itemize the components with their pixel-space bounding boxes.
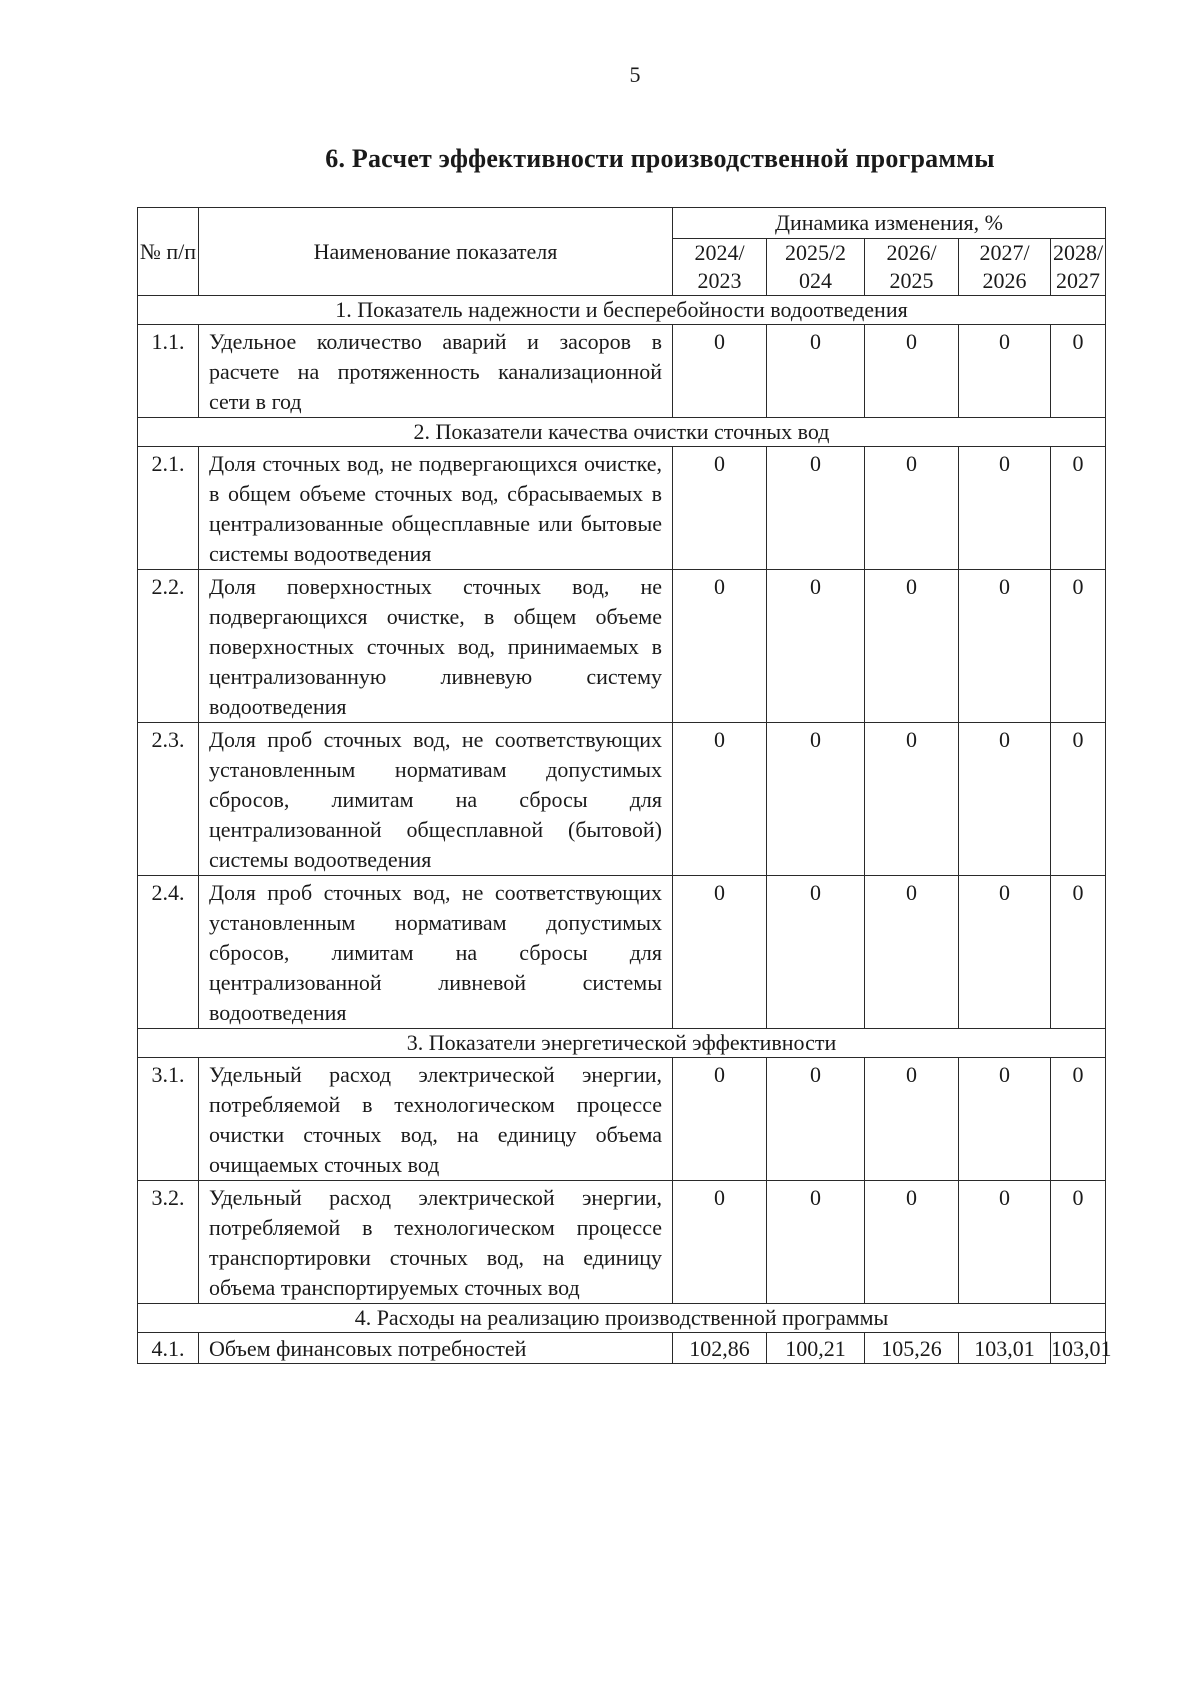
row-value: 0 xyxy=(767,570,865,723)
row-value: 0 xyxy=(673,1181,767,1304)
row-indicator-name: Удельный расход электрической энергии, потребляемой в технологическом процессе транспортировки сточных вод, на единицу объема транспортируемых сточных вод xyxy=(199,1181,673,1304)
row-value: 0 xyxy=(1051,325,1106,418)
row-value: 0 xyxy=(865,325,959,418)
header-year-1: 2025/2 024 xyxy=(767,239,865,296)
section-row xyxy=(138,418,1106,447)
row-indicator-name: Объем финансовых потребностей xyxy=(199,1333,673,1364)
row-value: 0 xyxy=(673,1058,767,1181)
header-year-2: 2026/ 2025 xyxy=(865,239,959,296)
row-value: 0 xyxy=(673,723,767,876)
header-dynamics: Динамика изменения, % xyxy=(673,208,1106,239)
row-value: 0 xyxy=(767,1181,865,1304)
row-value: 0 xyxy=(767,1058,865,1181)
row-value: 0 xyxy=(959,1058,1051,1181)
row-value: 0 xyxy=(767,447,865,570)
row-number: 2.4. xyxy=(138,876,199,1029)
row-indicator-name: Доля поверхностных сточных вод, не подвергающихся очистке, в общем объеме поверхностных сточных вод, принимаемых в централизованную ливневую систему водоотведения xyxy=(199,570,673,723)
row-value: 0 xyxy=(767,325,865,418)
section-row xyxy=(138,1304,1106,1333)
row-value: 0 xyxy=(865,1181,959,1304)
header-year-0: 2024/ 2023 xyxy=(673,239,767,296)
row-value: 0 xyxy=(865,723,959,876)
row-value: 0 xyxy=(959,447,1051,570)
row-value: 0 xyxy=(1051,570,1106,723)
row-value: 102,86 xyxy=(673,1333,767,1364)
row-value: 0 xyxy=(865,447,959,570)
row-value: 0 xyxy=(959,1181,1051,1304)
row-value: 0 xyxy=(865,1058,959,1181)
row-value: 0 xyxy=(767,723,865,876)
section-title: 2. Показатели качества очистки сточных вод xyxy=(138,418,1106,447)
table-row xyxy=(138,876,1106,1029)
row-number: 2.1. xyxy=(138,447,199,570)
row-number: 1.1. xyxy=(138,325,199,418)
row-value: 100,21 xyxy=(767,1333,865,1364)
efficiency-table xyxy=(137,207,1112,1364)
row-value: 0 xyxy=(1051,723,1106,876)
row-value: 0 xyxy=(959,876,1051,1029)
row-value: 0 xyxy=(1051,876,1106,1029)
row-value: 103,01 xyxy=(1051,1333,1106,1364)
row-value: 0 xyxy=(959,723,1051,876)
page-number: 5 xyxy=(629,62,641,87)
row-value: 0 xyxy=(673,325,767,418)
section-title: 4. Расходы на реализацию производственной программы xyxy=(138,1304,1106,1333)
row-value: 0 xyxy=(1051,1058,1106,1181)
row-value: 0 xyxy=(959,570,1051,723)
row-value: 0 xyxy=(959,325,1051,418)
row-number: 3.2. xyxy=(138,1181,199,1304)
section-row xyxy=(138,296,1106,325)
row-value: 0 xyxy=(673,570,767,723)
section-title: 1. Показатель надежности и бесперебойности водоотведения xyxy=(138,296,1106,325)
row-value: 0 xyxy=(767,876,865,1029)
row-value: 0 xyxy=(1051,447,1106,570)
row-value: 0 xyxy=(673,876,767,1029)
header-year-3: 2027/ 2026 xyxy=(959,239,1051,296)
header-indicator-name: Наименование показателя xyxy=(199,208,673,296)
table-row xyxy=(138,723,1106,876)
row-indicator-name: Удельное количество аварий и засоров в расчете на протяженность канализационной сети в год xyxy=(199,325,673,418)
row-indicator-name: Доля проб сточных вод, не соответствующих установленным нормативам допустимых сбросов, лимитам на сбросы для централизованной ливневой системы водоотведения xyxy=(199,876,673,1029)
row-indicator-name: Удельный расход электрической энергии, потребляемой в технологическом процессе очистки сточных вод, на единицу объема очищаемых сточных вод xyxy=(199,1058,673,1181)
row-value: 105,26 xyxy=(865,1333,959,1364)
table-row xyxy=(138,1058,1106,1181)
row-value: 0 xyxy=(1051,1181,1106,1304)
row-value: 0 xyxy=(865,876,959,1029)
row-value: 0 xyxy=(865,570,959,723)
table-row xyxy=(138,570,1106,723)
row-indicator-name: Доля сточных вод, не подвергающихся очистке, в общем объеме сточных вод, сбрасываемых в централизованные общесплавные или бытовые системы водоотведения xyxy=(199,447,673,570)
row-number: 2.2. xyxy=(138,570,199,723)
row-number: 4.1. xyxy=(138,1333,199,1364)
row-value: 0 xyxy=(673,447,767,570)
row-number: 3.1. xyxy=(138,1058,199,1181)
table-row xyxy=(138,1181,1106,1304)
table-row xyxy=(138,1333,1106,1364)
page-title: 6. Расчет эффективности производственной программы xyxy=(325,144,995,173)
section-title: 3. Показатели энергетической эффективности xyxy=(138,1029,1106,1058)
table-row xyxy=(138,325,1106,418)
table-row xyxy=(138,447,1106,570)
header-number: № п/п xyxy=(138,208,199,296)
section-row xyxy=(138,1029,1106,1058)
row-number: 2.3. xyxy=(138,723,199,876)
row-value: 103,01 xyxy=(959,1333,1051,1364)
header-year-4: 2028/ 2027 xyxy=(1051,239,1106,296)
row-indicator-name: Доля проб сточных вод, не соответствующих установленным нормативам допустимых сбросов, лимитам на сбросы для централизованной общесплавной (бытовой) системы водоотведения xyxy=(199,723,673,876)
